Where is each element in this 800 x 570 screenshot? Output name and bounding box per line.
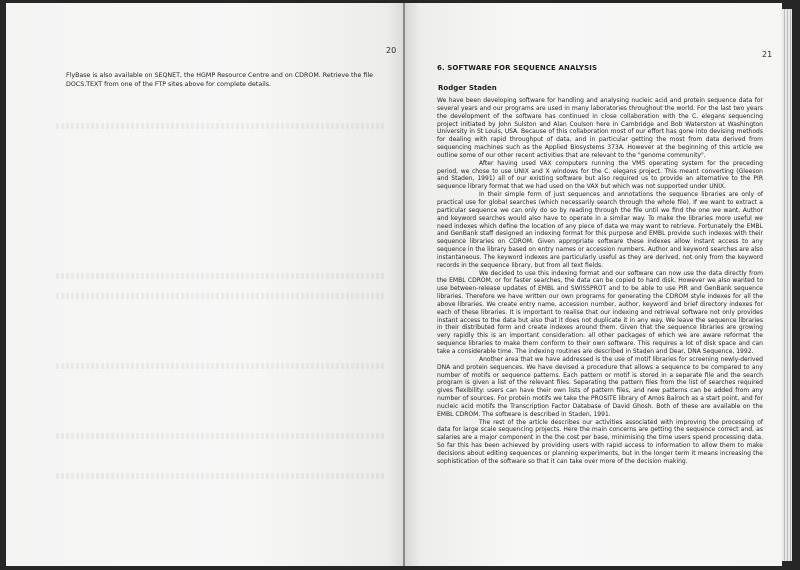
article-paragraph: We have been developing software for handling and analysing nucleic acid and protein sequence data for several years and our programs are used in many laboratories throughout the world. For the last two years the development of the software has continued in close collaboration with the C. elegans sequencing project initiated by John Sulston and Alan Coulson here in Cambridge and Bob Waterston at Washington University in St Louis, USA. Because of this collaboration most of our effort has gone into devising methods for dealing with rapid throughput of data, and in particular getting the most from data derived from sequencing machines such as the Applied Biosystems 373A. However at the beginning of this article we outline some of our other recent activities that are relevant to the "genome community". [437,97,763,159]
show-through-text [56,433,386,439]
page-edges [782,9,792,561]
section-heading: 6. SOFTWARE FOR SEQUENCE ANALYSIS [437,64,598,72]
article-paragraph: The rest of the article describes our activities associated with improving the processing of data for large scale sequencing projects. Here the main concerns are getting the sequence correct and, as salaries are a major component in the the cost per base, minimising the time users spend processing data. So far this has been achieved by providing users with rapid access to information to allow them to make decisions about editing sequences or planning experiments, but in the longer term it means increasing the sophistication of the software so that it can take over more of the decision making. [437,418,763,465]
right-page [405,3,782,566]
book-spread [4,3,794,566]
right-page-number: 21 [762,50,773,59]
show-through-text [56,363,386,369]
article-paragraph: Another area that we have addressed is the use of motif libraries for screening newly-derived DNA and protein sequences. We have devised a procedure that allows a sequence to be compared to any number of motifs or sequence patterns. Each pattern or motif is stored in a separate file and the search program is given a list of the relevant files. Separating the pattern files from the list of searches required gives flexibility: users can have their own lists of pattern files, and new patterns can be added from any number of sources. For protein motifs we take the PROSITE library of Amos Bairoch as a start point, and for nucleic acid motifs the Transcription Factor Database of David Ghosh. Both of these are available on the EMBL CDROM. The software is described in Staden, 1991. [437,355,763,418]
author-name: Rodger Staden [438,84,497,92]
left-page-number: 20 [386,46,397,55]
article-body [437,64,763,466]
left-page-paragraph: FlyBase is also available on SEQNET, the HGMP Resource Centre and on CDROM. Retrieve the file DOCS.TEXT from one of the FTP sites above for complete details. [66,72,373,88]
show-through-text [56,293,386,299]
article-paragraph: In their simple form of just sequences and annotations the sequence libraries are only of practical use for global searches (which necessarily search through the whole file). If we want to extract a particular sequence we can only do so by reading through the file until we find the one we want. Author and keyword searches would also have to operate in a similar way. To make the libraries more useful we need indexes which define the location of any piece of data we may want to retrieve. Fortunately the EMBL and GenBank staff designed an indexing format for this purpose and EMBL provide such indexes with their sequence libraries on CDROM. Given appropriate software these indexes allow instant access to any sequence in the library based on entry names or accession numbers. Author and keyword searches are also instantaneous. The keyword indexes are particularly useful as they are derived, not only from the keyword records in the sequence library, but from all text fields. [437,191,763,269]
show-through-text [56,473,386,479]
left-page [6,3,404,566]
show-through-text [56,273,386,279]
show-through-text [56,123,386,129]
article-paragraph: We decided to use this indexing format and our software can now use the data directly from the EMBL CDROM, or for faster searches, the data can be copied to hard disk. However we also wanted to use between-release updates of EMBL and SWISSPROT and to be able to use PIR and GenBank sequence libraries. Therefore we have written our own programs for generating the CDROM style indexes for all the above libraries. We create entry name, accession number, author, keyword and brief directory indexes for each of these libraries. It is important to realise that our indexing and retrieval software not only provides instant access to the data but also that it does not duplicate it in any way. We leave the sequence libraries in their distributed form and create indexes around them. Given that the sequence libraries are growing very rapidly this is an important consideration: all other packages of which we are aware reformat the sequence libraries to make them conform to their own software. This requires a lot of disk space and can take a considerable time. The indexing routines are described in Staden and Dear, DNA Sequence, 1992. [437,269,763,355]
article-paragraph: After having used VAX computers running the VMS operating system for the preceding period, we chose to use UNIX and X windows for the C. elegans project. This meant converting (Gleeson and Staden, 1991) all of our existing software but also required us to provide an alternative to the PIR sequence library format that we had used on the VAX but which was not supported under UNIX. [437,159,763,191]
